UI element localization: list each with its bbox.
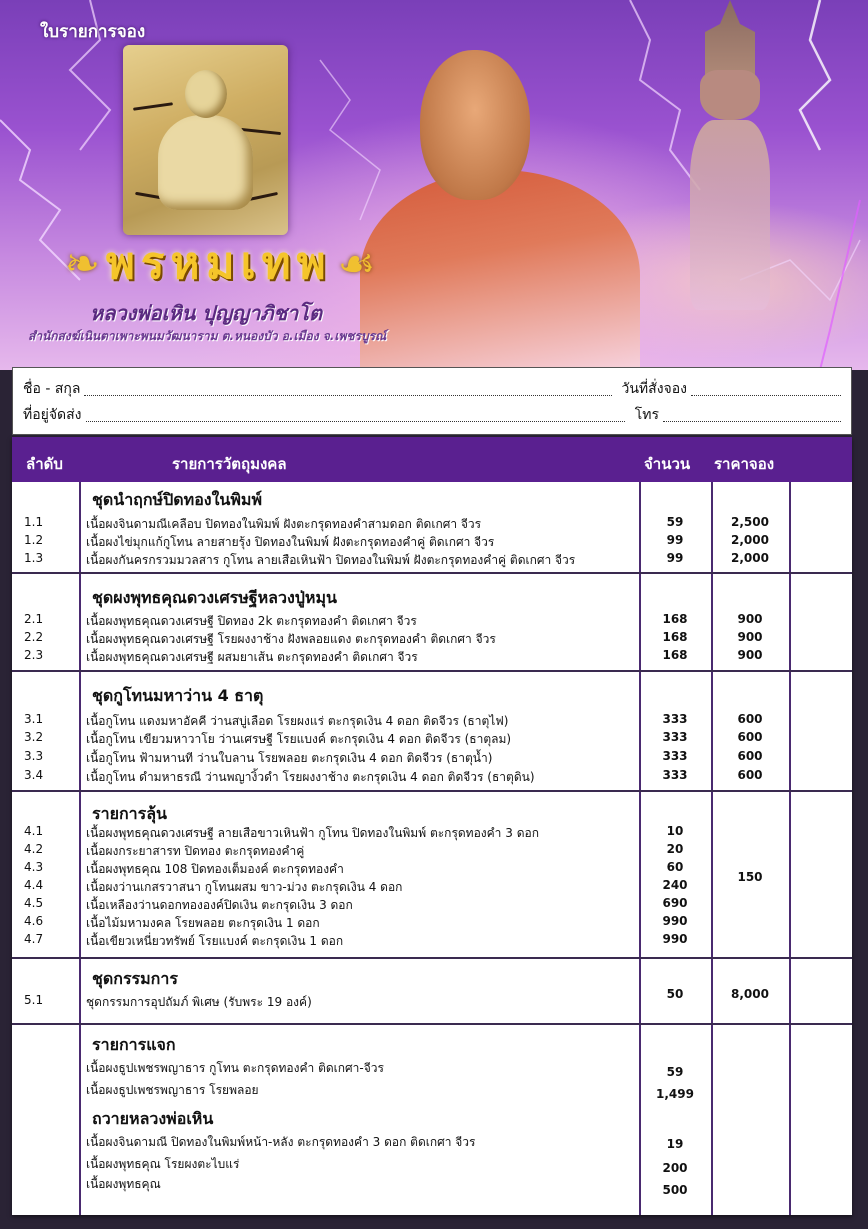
logo-text: พรหมเทพ <box>105 238 332 289</box>
row-qty: 60 <box>666 860 684 874</box>
row-qty: 990 <box>662 932 688 946</box>
group-title: ชุดผงพุทธคุณดวงเศรษฐีหลวงปู่หมุน <box>92 588 337 607</box>
group-4 <box>12 792 852 959</box>
row-desc: เนื้อผงว่านเกสรวาสนา กูโทนผสม ขาว-ม่วง ตะกรุดเงิน 4 ดอก <box>86 880 403 894</box>
group-title: ชุดนำฤกษ์ปิดทองในพิมพ์ <box>92 490 262 509</box>
row-no: 4.3 <box>24 860 44 874</box>
table-row <box>12 1155 852 1173</box>
row-no: 5.1 <box>24 993 44 1007</box>
row-no: 4.2 <box>24 842 44 856</box>
row-price: 600 <box>737 768 763 782</box>
monk-portrait <box>360 30 640 370</box>
table-row <box>12 712 852 730</box>
group-2 <box>12 574 852 672</box>
header-no: ลำดับ <box>26 455 63 473</box>
table-row <box>12 860 852 878</box>
date-field[interactable] <box>691 382 841 396</box>
table-row <box>12 768 852 786</box>
table-row <box>12 730 852 748</box>
row-desc: เนื้อกูโทน ดำมหาธรณี ว่านพญางิ้วดำ โรยผงงาช้าง ตะกรุดเงิน 4 ดอก ติดจีวร (ธาตุดิน) <box>86 770 535 784</box>
ornament-left-icon: ❧ <box>64 238 100 288</box>
row-qty: 10 <box>666 824 684 838</box>
header-banner <box>0 0 868 370</box>
row-price: 600 <box>737 749 763 763</box>
group-5 <box>12 959 852 1025</box>
row-desc: เนื้อผงพุทธคุณ โรยผงตะไบแร่ <box>86 1157 240 1171</box>
table-row <box>12 932 852 950</box>
row-qty: 99 <box>666 533 684 547</box>
row-no: 4.4 <box>24 878 44 892</box>
row-qty: 168 <box>662 612 688 626</box>
table-row <box>12 749 852 767</box>
row-desc: เนื้อผงพุทธคุณดวงเศรษฐี ผสมยาเส้น ตะกรุดทองคำ ติดเกศา จีวร <box>86 650 418 664</box>
table-row <box>12 878 852 896</box>
row-price: 600 <box>737 712 763 726</box>
row-qty: 59 <box>666 515 684 529</box>
table-row <box>12 533 852 551</box>
row-price: 2,500 <box>731 515 769 529</box>
row-price: 8,000 <box>731 987 769 1001</box>
row-price: 900 <box>737 612 763 626</box>
row-qty: 500 <box>662 1183 688 1197</box>
row-desc: เนื้อผงพุทธคุณดวงเศรษฐี ลายเสือขาวเหินฟ้า กูโทน ปิดทองในพิมพ์ ตะกรุดทองคำ 3 ดอก <box>86 826 539 840</box>
row-no: 1.3 <box>24 551 44 565</box>
date-label: วันที่สั่งจอง <box>621 381 687 397</box>
order-form <box>12 367 852 435</box>
row-no: 4.6 <box>24 914 44 928</box>
table-row <box>12 896 852 914</box>
monk-name: หลวงพ่อเหิน ปุญญาภิชาโต <box>90 301 323 325</box>
row-price: 900 <box>737 648 763 662</box>
row-price: 2,000 <box>731 533 769 547</box>
row-desc: เนื้อเหลืองว่านดอกทององค์ปิดเงิน ตะกรุดเงิน 3 ดอก <box>86 898 353 912</box>
group-3 <box>12 672 852 792</box>
row-qty: 690 <box>662 896 688 910</box>
row-no: 3.3 <box>24 749 44 763</box>
table-row <box>12 1175 852 1197</box>
table-row <box>12 515 852 533</box>
row-no: 2.2 <box>24 630 44 644</box>
row-desc: เนื้อกูโทน แดงมหาอัคคี ว่านสบู่เลือด โรยผงแร่ ตะกรุดเงิน 4 ดอก ติดจีวร (ธาตุไฟ) <box>86 714 509 728</box>
row-desc: เนื้อไม้มหามงคล โรยพลอย ตะกรุดเงิน 1 ดอก <box>86 916 320 930</box>
row-qty: 333 <box>662 730 688 744</box>
group-title: ชุดกรรมการ <box>92 969 178 988</box>
row-qty: 1,499 <box>656 1087 694 1101</box>
merged-price: 150 <box>737 870 763 884</box>
row-no: 3.2 <box>24 730 44 744</box>
row-no: 4.5 <box>24 896 44 910</box>
table-row <box>12 987 852 1011</box>
row-price: 2,000 <box>731 551 769 565</box>
table-row <box>12 1081 852 1099</box>
row-desc: เนื้อผงจินดามณีเคลือบ ปิดทองในพิมพ์ ฝังตะกรุดทองคำสามดอก ติดเกศา จีวร <box>86 517 482 531</box>
table-row <box>12 1059 852 1077</box>
row-desc: ชุดกรรมการอุปถัมภ์ พิเศษ (รับพระ 19 องค์) <box>86 995 312 1009</box>
row-qty: 168 <box>662 648 688 662</box>
row-desc: เนื้อผงธูปเพชรพญาธาร กูโทน ตะกรุดทองคำ ติดเกศา-จีวร <box>86 1061 384 1075</box>
row-desc: เนื้อผงธูปเพชรพญาธาร โรยพลอย <box>86 1083 259 1097</box>
row-desc: เนื้อผงจินดามณี ปิดทองในพิมพ์หน้า-หลัง ตะกรุดทองคำ 3 ดอก ติดเกศา จีวร <box>86 1135 476 1149</box>
group-6 <box>12 1025 852 1215</box>
row-qty: 333 <box>662 749 688 763</box>
table-row <box>12 824 852 842</box>
row-no: 4.1 <box>24 824 44 838</box>
row-no: 3.4 <box>24 768 44 782</box>
row-qty: 168 <box>662 630 688 644</box>
table-row <box>12 1133 852 1151</box>
group-subtitle: ถวายหลวงพ่อเหิน <box>92 1109 214 1128</box>
table-row <box>12 842 852 860</box>
deity-statue <box>660 0 800 310</box>
phone-label: โทร <box>634 407 659 423</box>
address-label: ที่อยู่จัดส่ง <box>23 407 82 423</box>
row-no: 4.7 <box>24 932 44 946</box>
row-no: 2.1 <box>24 612 44 626</box>
row-desc: เนื้อผงพุทธคุณ 108 ปิดทองเต็มองค์ ตะกรุดทองคำ <box>86 862 344 876</box>
amulet-image <box>123 45 288 235</box>
row-desc: เนื้อกูโทน เขียวมหาวาโย ว่านเศรษฐี โรยแบงค์ ตะกรุดเงิน 4 ดอก ติดจีวร (ธาตุลม) <box>86 732 512 746</box>
row-no: 1.1 <box>24 515 44 529</box>
row-qty: 20 <box>666 842 684 856</box>
row-qty: 99 <box>666 551 684 565</box>
header-price: ราคาจอง <box>714 455 775 473</box>
row-desc: เนื้อผงพุทธคุณดวงเศรษฐี ปิดทอง 2k ตะกรุดทองคำ ติดเกศา จีวร <box>86 614 417 628</box>
group-title: ชุดกูโทนมหาว่าน 4 ธาตุ <box>92 686 264 705</box>
name-label: ชื่อ - สกุล <box>23 381 81 397</box>
row-desc: เนื้อกูโทน ฟ้ามหานที ว่านใบลาน โรยพลอย ตะกรุดเงิน 4 ดอก ติดจีวร (ธาตุน้ำ) <box>86 751 493 765</box>
row-no: 1.2 <box>24 533 44 547</box>
group-title: รายการลุ้น <box>92 804 167 823</box>
row-no: 3.1 <box>24 712 44 726</box>
row-price: 600 <box>737 730 763 744</box>
row-qty: 990 <box>662 914 688 928</box>
row-qty: 19 <box>666 1137 684 1151</box>
row-price: 900 <box>737 630 763 644</box>
row-desc: เนื้อเขียวเหนี่ยวทรัพย์ โรยแบงค์ ตะกรุดเงิน 1 ดอก <box>86 934 344 948</box>
row-qty: 333 <box>662 768 688 782</box>
group-title: รายการแจก <box>92 1035 176 1054</box>
row-qty: 240 <box>662 878 688 892</box>
table-row <box>12 612 852 630</box>
name-field[interactable] <box>84 382 611 396</box>
ornament-right-icon: ☙ <box>337 238 376 288</box>
row-no: 2.3 <box>24 648 44 662</box>
table-row <box>12 914 852 932</box>
phone-field[interactable] <box>663 408 841 422</box>
table-row <box>12 551 852 569</box>
row-qty: 50 <box>666 987 684 1001</box>
address-field[interactable] <box>86 408 625 422</box>
row-qty: 200 <box>662 1161 688 1175</box>
group-1 <box>12 482 852 574</box>
temple-name: สำนักสงฆ์เนินตาเพาะพนมวัฒนาราม ต.หนองบัว อ.เมือง จ.เพชรบูรณ์ <box>28 329 387 343</box>
document-title: ใบรายการจอง <box>40 22 146 42</box>
header-qty: จำนวน <box>644 455 691 473</box>
row-desc: เนื้อผงพุทธคุณ <box>86 1177 161 1191</box>
table-row <box>12 630 852 648</box>
order-table <box>12 437 852 1215</box>
row-desc: เนื้อผงไข่มุกแก้กูโทน ลายสายรุ้ง ปิดทองในพิมพ์ ฝังตะกรุดทองคำคู่ ติดเกศา จีวร <box>86 535 495 549</box>
table-row <box>12 648 852 666</box>
title-logo <box>40 232 400 294</box>
row-desc: เนื้อผงกันครกรวมมวลสาร กูโทน ลายเสือเหินฟ้า ปิดทองในพิมพ์ ฝังตะกรุดทองคำคู่ ติดเกศา จีวร <box>86 553 576 567</box>
table-header <box>12 437 852 482</box>
row-qty: 59 <box>666 1065 684 1079</box>
header-item: รายการวัตถุมงคล <box>172 455 287 473</box>
row-qty: 333 <box>662 712 688 726</box>
row-desc: เนื้อผงกระยาสารท ปิดทอง ตะกรุดทองคำคู่ <box>86 844 305 858</box>
row-desc: เนื้อผงพุทธคุณดวงเศรษฐี โรยผงงาช้าง ฝังพลอยแดง ตะกรุดทองคำ ติดเกศา จีวร <box>86 632 496 646</box>
